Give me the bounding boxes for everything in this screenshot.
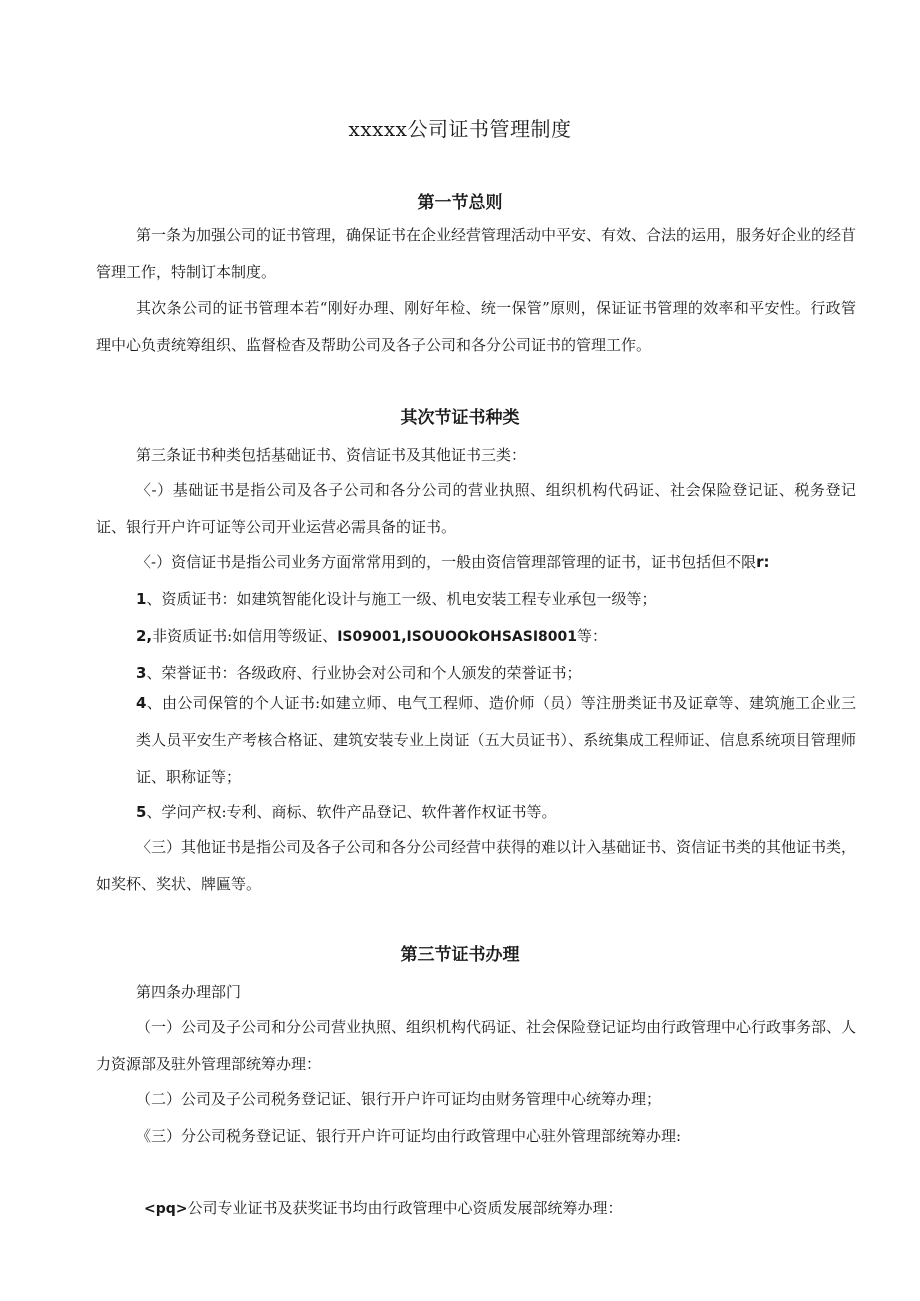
article-3-line: 第三条证书种类包括基础证书、资信证书及其他证书三类： bbox=[136, 446, 527, 464]
credit-item-5-number: 5 bbox=[136, 803, 147, 821]
credit-item-5-text: 、学问产权:专利、商标、软件产品登记、软件著作权证书等。 bbox=[146, 803, 557, 821]
credit-item-1 bbox=[136, 589, 856, 609]
credit-item-2-number: 2, bbox=[136, 627, 153, 645]
credit-certificates-tail: r: bbox=[756, 553, 770, 571]
handling-item-4-marker: <pq> bbox=[144, 1201, 188, 1217]
credit-item-4 bbox=[136, 685, 856, 796]
article-1-paragraph: 第一条为加强公司的证书管理，确保证书在企业经营管理活动中平安、有效、合法的运用，服务好企业的经苜管理工作，特制订本制度。 bbox=[96, 226, 857, 281]
other-certificates-paragraph: 〈三）其他证书是指公司及各子公司和各分公司经营中获得的难以计入基础证书、资信证书类的其他证书类，如奖杯、奖状、牌匾等。 bbox=[96, 838, 857, 893]
credit-item-2 bbox=[136, 626, 856, 647]
credit-item-4-number: 4 bbox=[136, 694, 147, 712]
handling-item-1-paragraph: （一）公司及子公司和分公司营业执照、组织机构代码证、社会保险登记证均由行政管理中心行政事务部、人力资源部及驻外管理部统筹办理： bbox=[96, 1018, 857, 1073]
handling-item-4 bbox=[144, 1198, 864, 1219]
credit-item-5 bbox=[136, 802, 856, 822]
credit-item-1-number: 1 bbox=[136, 590, 147, 608]
credit-certificates-text: 〈-）资信证书是指公司业务方面常常用到的，一般由资信管理部管理的证书，证书包括但不限 bbox=[136, 553, 757, 571]
article-4-line: 第四条办理部门 bbox=[136, 983, 242, 1001]
credit-item-3-number: 3 bbox=[136, 664, 147, 682]
credit-item-3 bbox=[136, 663, 856, 683]
section-heading-general: 第一节总则 bbox=[417, 193, 503, 213]
basic-certificates-paragraph: 〈-）基础证书是指公司及各子公司和各分公司的营业执照、组织机构代码证、社会保险登记证、税务登记证、银行开户许可证等公司开业运营必需具备的证书。 bbox=[96, 481, 856, 536]
handling-item-2: （二）公司及子公司税务登记证、银行开户许可证均由财务管理中心统筹办理； bbox=[136, 1090, 662, 1108]
section-heading-certificate-types: 其次节证书种类 bbox=[400, 408, 520, 428]
section-heading-certificate-handling: 第三节证书办理 bbox=[400, 945, 520, 965]
document-title: xxxxx公司证书管理制度 bbox=[348, 117, 572, 141]
handling-item-3: 《三）分公司税务登记证、银行开户许可证均由行政管理中心驻外管理部统筹办理: bbox=[136, 1127, 682, 1145]
article-2-paragraph: 其次条公司的证书管理本若“刚好办理、刚好年检、统一保管”原则，保证证书管理的效率和平安性。行政管理中心负责统筹组织、监督检杳及帮助公司及各子公司和各分公司证书的管理工作。 bbox=[96, 299, 856, 354]
credit-certificates-line bbox=[136, 552, 856, 572]
handling-item-4-text: 公司专业证书及获奖证书均由行政管理中心资质发展部统筹办理： bbox=[187, 1199, 623, 1217]
credit-item-1-text: 、资质证书：如建筑智能化设计与施工一级、机电安装工程专业承包一级等； bbox=[146, 590, 657, 608]
credit-item-4-text: 、由公司保管的个人证书:如建立师、电气工程师、造价师（员）等注册类证书及证章等、建筑施工企业三类人员平安生产考核合格证、建筑安装专业上岗证（五大员证书）、系统集成工程师证、信息系统项目管理师证、职称证等； bbox=[136, 694, 856, 786]
credit-item-2-tail: 等： bbox=[577, 627, 608, 645]
credit-item-2-standards: IS09001,ISOUOOkOHSASI8001 bbox=[337, 629, 577, 645]
credit-item-2-text: 非资质证书:如信用等级证、 bbox=[152, 627, 338, 645]
credit-item-3-text: 、荣誉证书：各级政府、行业协会对公司和个人颁发的荣誉证书； bbox=[146, 664, 582, 682]
